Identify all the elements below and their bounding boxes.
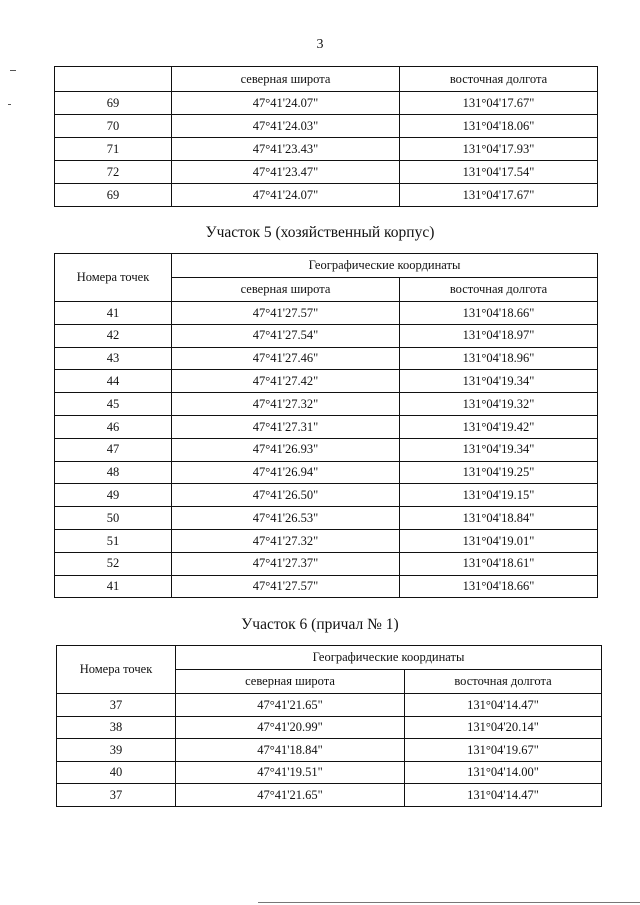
point-number-cell: 46	[55, 415, 172, 438]
table-row	[57, 739, 602, 762]
point-number-cell: 50	[55, 507, 172, 530]
latitude-header: северная широта	[172, 67, 400, 92]
point-number-cell: 40	[57, 761, 176, 784]
longitude-cell: 131°04'19.42"	[400, 415, 598, 438]
coordinates-table-continued	[54, 66, 598, 207]
point-number-cell: 72	[55, 161, 172, 184]
point-number-cell: 47	[55, 438, 172, 461]
latitude-cell: 47°41'26.94"	[172, 461, 400, 484]
latitude-cell: 47°41'24.07"	[172, 92, 400, 115]
section-6-title: Участок 6 (причал № 1)	[241, 616, 399, 633]
point-numbers-header: Номера точек	[55, 254, 172, 302]
table-row	[57, 784, 602, 807]
table-row	[55, 484, 598, 507]
latitude-cell: 47°41'24.07"	[172, 184, 400, 207]
geo-coordinates-header: Географические координаты	[172, 254, 598, 278]
longitude-cell: 131°04'18.66"	[400, 575, 598, 598]
table-row	[55, 393, 598, 416]
table-row	[55, 529, 598, 552]
point-column-header	[55, 67, 172, 92]
table-row	[55, 138, 598, 161]
table-row	[55, 161, 598, 184]
latitude-cell: 47°41'20.99"	[176, 716, 405, 739]
table-row	[55, 552, 598, 575]
table-row	[55, 575, 598, 598]
longitude-cell: 131°04'18.61"	[400, 552, 598, 575]
latitude-cell: 47°41'27.32"	[172, 393, 400, 416]
latitude-header: северная широта	[176, 670, 405, 694]
latitude-cell: 47°41'27.37"	[172, 552, 400, 575]
latitude-cell: 47°41'18.84"	[176, 739, 405, 762]
table-row	[55, 461, 598, 484]
point-number-cell: 71	[55, 138, 172, 161]
latitude-cell: 47°41'27.42"	[172, 370, 400, 393]
point-number-cell: 43	[55, 347, 172, 370]
section-5-coordinates-table	[54, 253, 598, 598]
latitude-cell: 47°41'27.32"	[172, 529, 400, 552]
latitude-cell: 47°41'24.03"	[172, 115, 400, 138]
table-row	[57, 761, 602, 784]
latitude-cell: 47°41'26.50"	[172, 484, 400, 507]
point-numbers-header: Номера точек	[57, 646, 176, 694]
table-row	[55, 415, 598, 438]
latitude-cell: 47°41'27.57"	[172, 302, 400, 325]
scan-edge-line	[258, 902, 640, 903]
longitude-cell: 131°04'19.01"	[400, 529, 598, 552]
scan-mark	[8, 104, 11, 105]
latitude-cell: 47°41'23.43"	[172, 138, 400, 161]
longitude-cell: 131°04'14.47"	[405, 694, 602, 717]
longitude-header: восточная долгота	[400, 278, 598, 302]
point-number-cell: 37	[57, 784, 176, 807]
longitude-cell: 131°04'14.47"	[405, 784, 602, 807]
latitude-cell: 47°41'27.31"	[172, 415, 400, 438]
longitude-cell: 131°04'19.25"	[400, 461, 598, 484]
table-row	[55, 302, 598, 325]
point-number-cell: 42	[55, 324, 172, 347]
point-number-cell: 45	[55, 393, 172, 416]
latitude-cell: 47°41'27.54"	[172, 324, 400, 347]
point-number-cell: 37	[57, 694, 176, 717]
point-number-cell: 48	[55, 461, 172, 484]
table-row	[55, 507, 598, 530]
table-row	[55, 370, 598, 393]
longitude-header: восточная долгота	[405, 670, 602, 694]
longitude-cell: 131°04'18.06"	[400, 115, 598, 138]
table-row	[57, 694, 602, 717]
table-header-row	[55, 67, 598, 92]
section-6-coordinates-table	[56, 645, 602, 807]
scan-mark	[10, 70, 16, 71]
longitude-cell: 131°04'19.15"	[400, 484, 598, 507]
latitude-cell: 47°41'19.51"	[176, 761, 405, 784]
point-number-cell: 41	[55, 302, 172, 325]
longitude-cell: 131°04'19.32"	[400, 393, 598, 416]
longitude-cell: 131°04'17.67"	[400, 92, 598, 115]
latitude-cell: 47°41'21.65"	[176, 694, 405, 717]
longitude-cell: 131°04'18.66"	[400, 302, 598, 325]
point-number-cell: 38	[57, 716, 176, 739]
latitude-cell: 47°41'27.46"	[172, 347, 400, 370]
table-row	[55, 438, 598, 461]
geo-coordinates-header: Географические координаты	[176, 646, 602, 670]
point-number-cell: 69	[55, 184, 172, 207]
longitude-cell: 131°04'19.34"	[400, 438, 598, 461]
point-number-cell: 52	[55, 552, 172, 575]
longitude-cell: 131°04'17.67"	[400, 184, 598, 207]
point-number-cell: 39	[57, 739, 176, 762]
longitude-cell: 131°04'17.54"	[400, 161, 598, 184]
latitude-cell: 47°41'27.57"	[172, 575, 400, 598]
longitude-cell: 131°04'18.84"	[400, 507, 598, 530]
point-number-cell: 49	[55, 484, 172, 507]
longitude-cell: 131°04'17.93"	[400, 138, 598, 161]
latitude-header: северная широта	[172, 278, 400, 302]
latitude-cell: 47°41'21.65"	[176, 784, 405, 807]
latitude-cell: 47°41'23.47"	[172, 161, 400, 184]
longitude-cell: 131°04'18.96"	[400, 347, 598, 370]
table-row	[57, 716, 602, 739]
point-number-cell: 44	[55, 370, 172, 393]
longitude-cell: 131°04'20.14"	[405, 716, 602, 739]
point-number-cell: 70	[55, 115, 172, 138]
table-header-row	[55, 254, 598, 278]
table-header-row	[57, 646, 602, 670]
table-row	[55, 184, 598, 207]
page-number: 3	[316, 37, 324, 52]
section-5-title: Участок 5 (хозяйственный корпус)	[205, 224, 435, 241]
latitude-cell: 47°41'26.93"	[172, 438, 400, 461]
table-row	[55, 347, 598, 370]
point-number-cell: 69	[55, 92, 172, 115]
table-row	[55, 115, 598, 138]
point-number-cell: 51	[55, 529, 172, 552]
longitude-header: восточная долгота	[400, 67, 598, 92]
longitude-cell: 131°04'19.67"	[405, 739, 602, 762]
longitude-cell: 131°04'14.00"	[405, 761, 602, 784]
longitude-cell: 131°04'18.97"	[400, 324, 598, 347]
table-row	[55, 324, 598, 347]
point-number-cell: 41	[55, 575, 172, 598]
latitude-cell: 47°41'26.53"	[172, 507, 400, 530]
table-row	[55, 92, 598, 115]
longitude-cell: 131°04'19.34"	[400, 370, 598, 393]
